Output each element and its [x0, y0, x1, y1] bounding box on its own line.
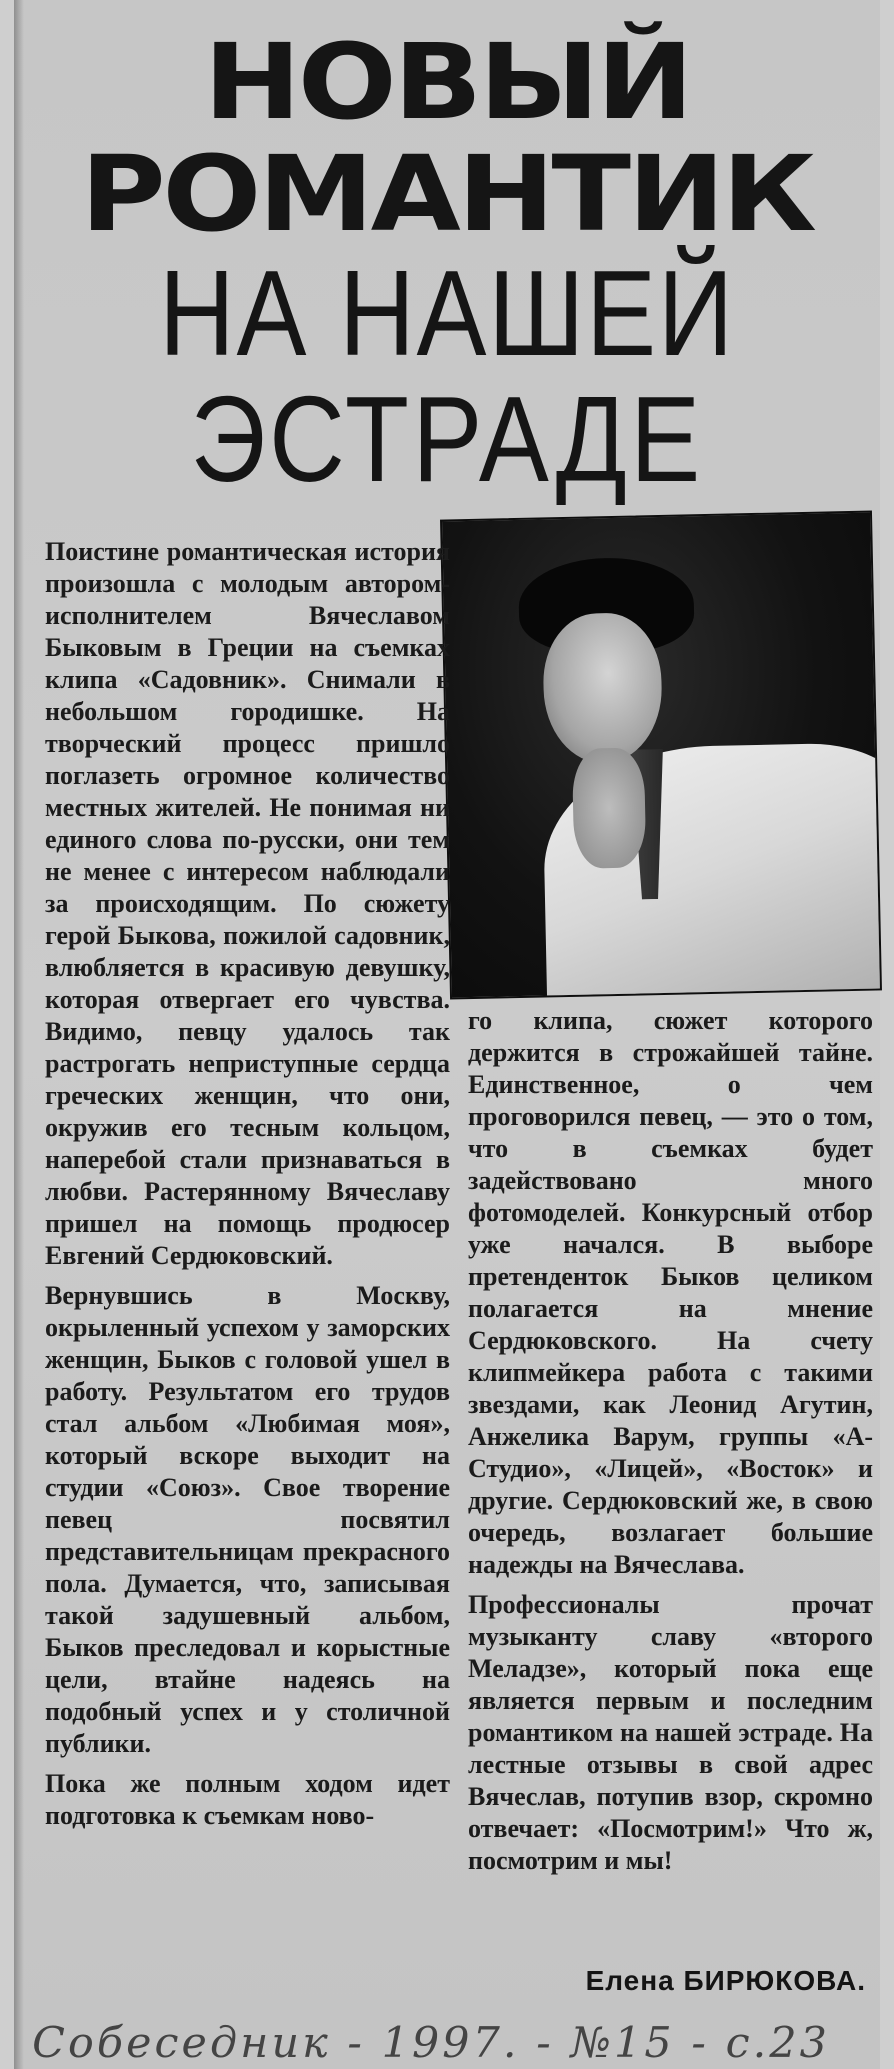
headline-line-2: РОМАНТИК	[80, 133, 814, 255]
article-left-column	[45, 536, 450, 1832]
photo-face	[542, 612, 663, 764]
paragraph-2: Вернувшись в Москву, окрыленный успехом у заморских женщин, Быков с головой ушел в работу. Результатом его трудов стал альбом «Любимая моя», который вскоре выходит на студии «Союз». Свое творение певец посвятил представительницам прекрасного пола. Думается, что, записывая такой задушевный альбом, Быков преследовал и корыстные цели, втайне надеясь на подобный успех и у столичной публики.	[45, 1281, 450, 1758]
paragraph-3: Пока же полным ходом идет подготовка к съемкам ново-	[45, 1769, 450, 1830]
handwritten-source-note: Собеседник - 1997. - №15 - с.23	[32, 2018, 830, 2067]
paragraph-5: Профессионалы прочат музыканту славу «второго Меладзе», который пока еще является первым и последним романтиком на нашей эстраде. На лестные отзывы в свой адрес Вячеслав, потупив взор, скромно отвечает: «Посмотрим!» Что ж, посмотрим и мы!	[468, 1590, 873, 1875]
headline-line-4: ЭСТРАДЕ	[190, 371, 704, 507]
headline-line-3: НА НАШЕЙ	[159, 245, 735, 381]
headline-line-1: НОВЫЙ	[203, 21, 691, 143]
author-byline: Елена БИРЮКОВА.	[585, 1965, 866, 1996]
artist-photo	[440, 511, 882, 1000]
paragraph-1: Поистине романтическая история произошла с молодым автором-исполнителем Вячеславом Быковым в Греции на съемках клипа «Садовник». Снимали в небольшом городишке. На творческий процесс пришло поглазеть огромное количество местных жителей. Не понимая ни единого слова по-русски, они тем не менее с интересом наблюдали за происходящим. По сюжету герой Быкова, пожилой садовник, влюбляется в красивую девушку, которая отвергает его чувства. Видимо, певцу удалось так растрогать неприступные сердца греческих женщин, что они, окружив его тесным кольцом, наперебой стали признаваться в любви. Растерянному Вячеславу пришел на помощь продюсер Евгений Сердюковский.	[45, 537, 450, 1270]
paragraph-4: го клипа, сюжет которого держится в строжайшей тайне. Единственное, о чем проговорился певец, — это о том, что в съемках будет задействовано много фотомоделей. Конкурсный отбор уже начался. В выборе претенденток Быков целиком полагается на мнение Сердюковского. На счету клипмейкера работа с такими звездами, как Леонид Агутин, Анжелика Варум, группы «А-Студио», «Лицей», «Восток» и другие. Сердюковский же, в свою очередь, возлагает большие надежды на Вячеслава.	[468, 1006, 873, 1579]
article-right-column	[468, 1005, 873, 1877]
photo-hand	[572, 747, 646, 868]
